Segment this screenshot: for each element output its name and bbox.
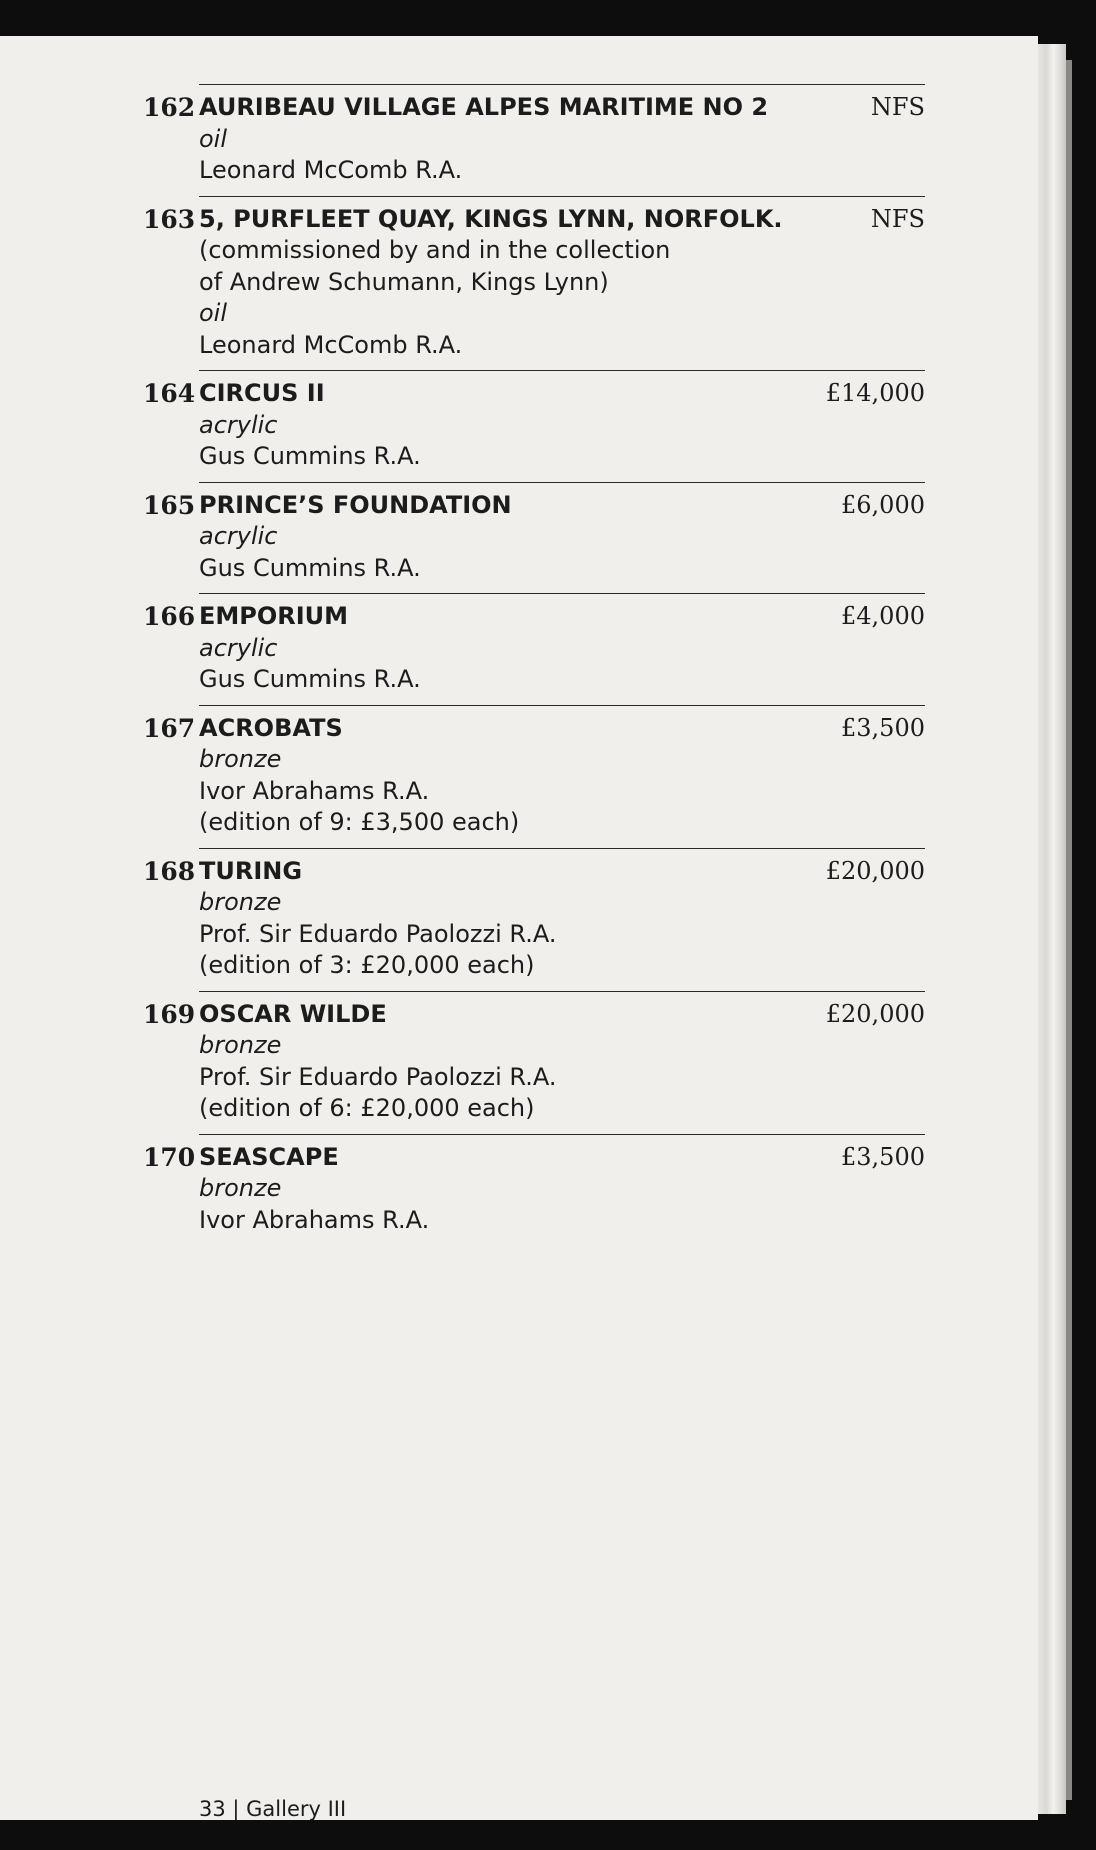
entry-artist: Ivor Abrahams R.A. <box>199 1205 430 1234</box>
entry-artist: Prof. Sir Eduardo Paolozzi R.A. <box>199 919 557 948</box>
entry-medium: bronze <box>199 888 282 916</box>
entry-title: OSCAR WILDE <box>199 999 387 1028</box>
page-edge-shadow <box>1066 60 1072 1800</box>
entry-number: 163 <box>143 204 196 234</box>
entry-price: NFS <box>870 204 925 233</box>
entry-artist: Leonard McComb R.A. <box>199 156 463 184</box>
catalogue-entry <box>143 705 925 848</box>
entry-medium: bronze <box>199 1174 282 1202</box>
entry-title: 5, PURFLEET QUAY, KINGS LYNN, NORFOLK. <box>199 204 783 233</box>
page-edge <box>1038 44 1066 1814</box>
entry-medium: oil <box>199 124 228 153</box>
entry-price: £6,000 <box>841 490 925 519</box>
entry-number: 170 <box>143 1142 196 1172</box>
catalogue-entry <box>143 370 925 482</box>
entry-number: 169 <box>143 999 196 1029</box>
entry-edition: (edition of 6: £20,000 each) <box>199 1094 535 1122</box>
catalogue-entry <box>143 84 925 196</box>
entry-price: £3,500 <box>841 1142 925 1171</box>
entry-artist: Prof. Sir Eduardo Paolozzi R.A. <box>199 1062 557 1091</box>
entry-number: 164 <box>143 379 196 408</box>
entry-price: £14,000 <box>825 379 925 407</box>
entry-title: EMPORIUM <box>199 602 349 630</box>
entry-title: AURIBEAU VILLAGE ALPES MARITIME NO 2 <box>199 93 769 121</box>
catalogue-entry <box>143 1134 925 1246</box>
entry-edition: (edition of 3: £20,000 each) <box>199 951 535 979</box>
catalogue-list <box>0 84 1038 1245</box>
entry-price: £4,000 <box>841 602 925 630</box>
entry-price: NFS <box>870 93 925 121</box>
catalogue-page <box>0 36 1038 1820</box>
entry-title: PRINCE’S FOUNDATION <box>199 490 512 519</box>
entry-title: CIRCUS II <box>199 379 325 407</box>
entry-artist: Gus Cummins R.A. <box>199 553 421 582</box>
entry-number: 162 <box>143 93 196 122</box>
entry-medium: bronze <box>199 745 282 773</box>
entry-price: £20,000 <box>825 856 925 885</box>
entry-artist: Gus Cummins R.A. <box>199 442 421 470</box>
catalogue-entry <box>143 593 925 705</box>
entry-artist: Ivor Abrahams R.A. <box>199 776 430 805</box>
entry-title: SEASCAPE <box>199 1142 339 1171</box>
catalogue-entry <box>143 991 925 1134</box>
entry-title: TURING <box>199 856 303 885</box>
entry-note: of Andrew Schumann, Kings Lynn) <box>199 267 609 296</box>
catalogue-entry <box>143 196 925 371</box>
entry-medium: bronze <box>199 1031 282 1059</box>
entry-edition: (edition of 9: £3,500 each) <box>199 808 520 836</box>
entry-medium: oil <box>199 299 228 327</box>
catalogue-entry <box>143 482 925 594</box>
entry-number: 168 <box>143 856 196 886</box>
page-footer: 33 | Gallery III <box>199 1797 347 1820</box>
entry-note: (commissioned by and in the collection <box>199 236 671 264</box>
entry-number: 167 <box>143 713 196 743</box>
entry-price: £3,500 <box>841 713 925 742</box>
entry-medium: acrylic <box>199 522 278 550</box>
entry-price: £20,000 <box>825 999 925 1028</box>
catalogue-entry <box>143 848 925 991</box>
entry-medium: acrylic <box>199 410 278 439</box>
entry-artist: Gus Cummins R.A. <box>199 665 421 693</box>
entry-title: ACROBATS <box>199 713 343 742</box>
entry-number: 165 <box>143 490 196 520</box>
entry-medium: acrylic <box>199 633 278 662</box>
entry-number: 166 <box>143 602 196 631</box>
entry-artist: Leonard McComb R.A. <box>199 330 463 359</box>
